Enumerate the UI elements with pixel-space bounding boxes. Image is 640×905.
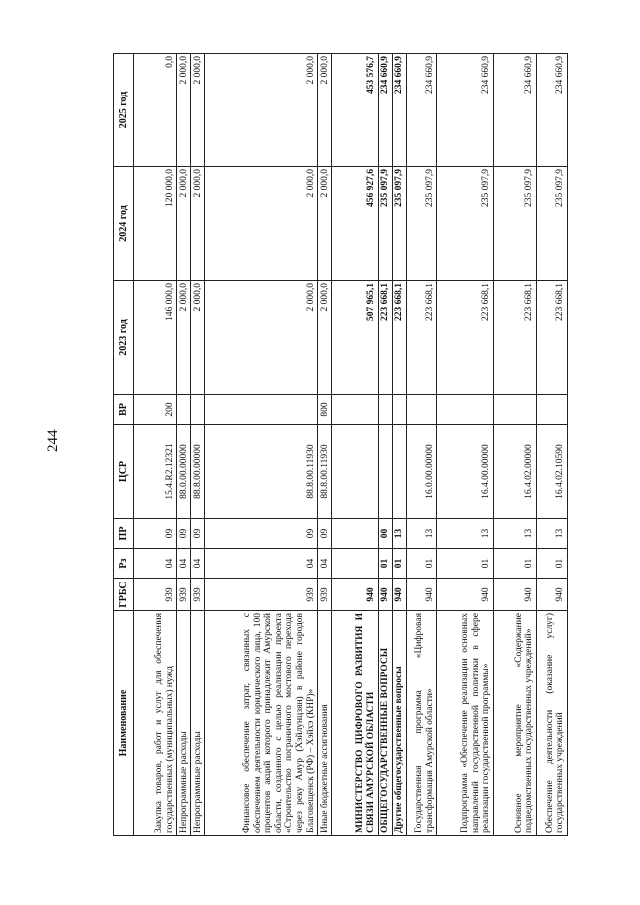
row-rz <box>332 549 378 579</box>
row-vr <box>392 395 406 425</box>
row-pr: 13 <box>392 519 406 549</box>
row-amount-2023: 223 668,1 <box>437 281 494 395</box>
row-amount-2025: 2 000,0 <box>205 54 318 167</box>
row-rz: 01 <box>392 549 406 579</box>
table-row <box>537 54 568 836</box>
row-amount-2025: 453 576,7 <box>332 54 378 167</box>
row-amount-2024: 235 097,9 <box>437 167 494 281</box>
row-csr: 88.0.00.00000 <box>177 425 191 519</box>
row-pr: 13 <box>537 519 568 549</box>
row-amount-2024: 235 097,9 <box>493 167 536 281</box>
row-amount-2024: 235 097,9 <box>378 167 392 281</box>
row-amount-2023: 223 668,1 <box>493 281 536 395</box>
header-rz: Рз <box>114 549 134 579</box>
row-pr <box>332 519 378 549</box>
row-name: Государственная программа «Цифровая трансформация Амурской области» <box>406 611 437 836</box>
row-name: Подпрограмма «Обеспечение реализации основных направлений государственной политики в сфере реализации государственной программы» <box>437 611 494 836</box>
row-rz: 04 <box>318 549 332 579</box>
table-row <box>177 54 191 836</box>
row-amount-2024: 2 000,0 <box>177 167 191 281</box>
row-name: Непрограммные расходы <box>191 611 205 836</box>
row-rz: 01 <box>537 549 568 579</box>
header-csr: ЦСР <box>114 425 134 519</box>
row-amount-2023: 2 000,0 <box>318 281 332 395</box>
table-row <box>493 54 536 836</box>
page-number: 244 <box>45 429 61 452</box>
header-grbs: ГРБС <box>114 579 134 611</box>
row-csr <box>332 425 378 519</box>
row-grbs: 939 <box>318 579 332 611</box>
row-amount-2025: 2 000,0 <box>177 54 191 167</box>
row-amount-2025: 0,0 <box>134 54 177 167</box>
row-amount-2024: 2 000,0 <box>191 167 205 281</box>
row-vr <box>177 395 191 425</box>
row-name: Иные бюджетные ассигнования <box>318 611 332 836</box>
row-rz: 04 <box>191 549 205 579</box>
row-pr: 09 <box>205 519 318 549</box>
row-vr <box>378 395 392 425</box>
row-amount-2025: 2 000,0 <box>191 54 205 167</box>
row-vr <box>406 395 437 425</box>
row-pr: 13 <box>406 519 437 549</box>
row-name: МИНИСТЕРСТВО ЦИФРОВОГО РАЗВИТИЯ И СВЯЗИ АМУРСКОЙ ОБЛАСТИ <box>332 611 378 836</box>
table-row <box>332 54 378 836</box>
row-csr: 15.4.R2.12321 <box>134 425 177 519</box>
row-amount-2024: 2 000,0 <box>318 167 332 281</box>
row-grbs: 940 <box>332 579 378 611</box>
row-vr: 200 <box>134 395 177 425</box>
row-vr: 800 <box>318 395 332 425</box>
row-vr <box>205 395 318 425</box>
table-row <box>378 54 392 836</box>
row-grbs: 940 <box>392 579 406 611</box>
row-amount-2023: 223 668,1 <box>537 281 568 395</box>
row-pr: 09 <box>134 519 177 549</box>
table-row <box>437 54 494 836</box>
header-2025: 2025 год <box>114 54 134 167</box>
row-amount-2023: 507 965,1 <box>332 281 378 395</box>
budget-table <box>113 53 568 836</box>
row-rz: 04 <box>205 549 318 579</box>
row-vr <box>191 395 205 425</box>
table-row <box>134 54 177 836</box>
row-grbs: 940 <box>378 579 392 611</box>
row-amount-2025: 234 660,9 <box>378 54 392 167</box>
row-amount-2025: 234 660,9 <box>437 54 494 167</box>
row-csr <box>392 425 406 519</box>
row-csr: 16.4.02.10590 <box>537 425 568 519</box>
row-csr: 16.4.00.00000 <box>437 425 494 519</box>
row-grbs: 940 <box>406 579 437 611</box>
table-row <box>392 54 406 836</box>
row-rz: 01 <box>378 549 392 579</box>
row-amount-2025: 234 660,9 <box>493 54 536 167</box>
header-name: Наименование <box>114 611 134 836</box>
row-name: Финансовое обеспечение затрат, связанных с обеспечением деятельности юридического лица, 100 процентов акций которого принадлежит Амурской области, созданного с целью реализации проекта «Строительство пограничного мостового перехода через реку Амур (Хэйлунцзян) в районе городов Благовещенск (РФ) – Хэйхэ (КНР)» <box>205 611 318 836</box>
header-vr: ВР <box>114 395 134 425</box>
row-vr <box>332 395 378 425</box>
header-2023: 2023 год <box>114 281 134 395</box>
row-name: Основное мероприятие «Содержание подведомственных государственных учреждений» <box>493 611 536 836</box>
row-amount-2024: 2 000,0 <box>205 167 318 281</box>
row-amount-2025: 2 000,0 <box>318 54 332 167</box>
row-pr: 09 <box>318 519 332 549</box>
row-amount-2025: 234 660,9 <box>537 54 568 167</box>
row-pr: 00 <box>378 519 392 549</box>
row-name: Обеспечение деятельности (оказание услуг) государственных учреждений <box>537 611 568 836</box>
table-row <box>205 54 318 836</box>
row-amount-2024: 235 097,9 <box>392 167 406 281</box>
header-pr: ПР <box>114 519 134 549</box>
table-header-row <box>114 54 134 836</box>
row-amount-2023: 2 000,0 <box>177 281 191 395</box>
row-name: Другие общегосударственные вопросы <box>392 611 406 836</box>
row-amount-2025: 234 660,9 <box>392 54 406 167</box>
row-grbs: 939 <box>191 579 205 611</box>
row-grbs: 940 <box>437 579 494 611</box>
row-vr <box>437 395 494 425</box>
row-pr: 09 <box>177 519 191 549</box>
row-amount-2023: 223 668,1 <box>406 281 437 395</box>
row-amount-2024: 120 000,0 <box>134 167 177 281</box>
row-grbs: 939 <box>177 579 191 611</box>
row-rz: 04 <box>177 549 191 579</box>
row-grbs: 940 <box>537 579 568 611</box>
row-grbs: 939 <box>205 579 318 611</box>
header-2024: 2024 год <box>114 167 134 281</box>
row-name: Непрограммные расходы <box>177 611 191 836</box>
row-grbs: 940 <box>493 579 536 611</box>
row-csr: 16.4.02.00000 <box>493 425 536 519</box>
row-grbs: 939 <box>134 579 177 611</box>
row-amount-2023: 2 000,0 <box>205 281 318 395</box>
row-amount-2024: 235 097,9 <box>406 167 437 281</box>
row-name: Закупка товаров, работ и услуг для обеспечения государственных (муниципальных) нужд <box>134 611 177 836</box>
row-csr <box>378 425 392 519</box>
row-rz: 04 <box>134 549 177 579</box>
row-amount-2023: 2 000,0 <box>191 281 205 395</box>
row-amount-2025: 234 660,9 <box>406 54 437 167</box>
row-name: ОБЩЕГОСУДАРСТВЕННЫЕ ВОПРОСЫ <box>378 611 392 836</box>
row-rz: 01 <box>437 549 494 579</box>
table-row <box>191 54 205 836</box>
row-csr: 88.8.00.11930 <box>318 425 332 519</box>
row-amount-2024: 456 927,6 <box>332 167 378 281</box>
row-vr <box>493 395 536 425</box>
table-row <box>406 54 437 836</box>
rotated-table-container <box>113 54 568 836</box>
row-amount-2023: 146 000,0 <box>134 281 177 395</box>
row-vr <box>537 395 568 425</box>
row-amount-2024: 235 097,9 <box>537 167 568 281</box>
row-pr: 09 <box>191 519 205 549</box>
row-csr: 88.8.00.00000 <box>191 425 205 519</box>
row-rz: 01 <box>406 549 437 579</box>
row-rz: 01 <box>493 549 536 579</box>
row-csr: 88.8.00.11930 <box>205 425 318 519</box>
row-pr: 13 <box>493 519 536 549</box>
row-amount-2023: 223 668,1 <box>378 281 392 395</box>
row-pr: 13 <box>437 519 494 549</box>
row-csr: 16.0.00.00000 <box>406 425 437 519</box>
table-row <box>318 54 332 836</box>
row-amount-2023: 223 668,1 <box>392 281 406 395</box>
